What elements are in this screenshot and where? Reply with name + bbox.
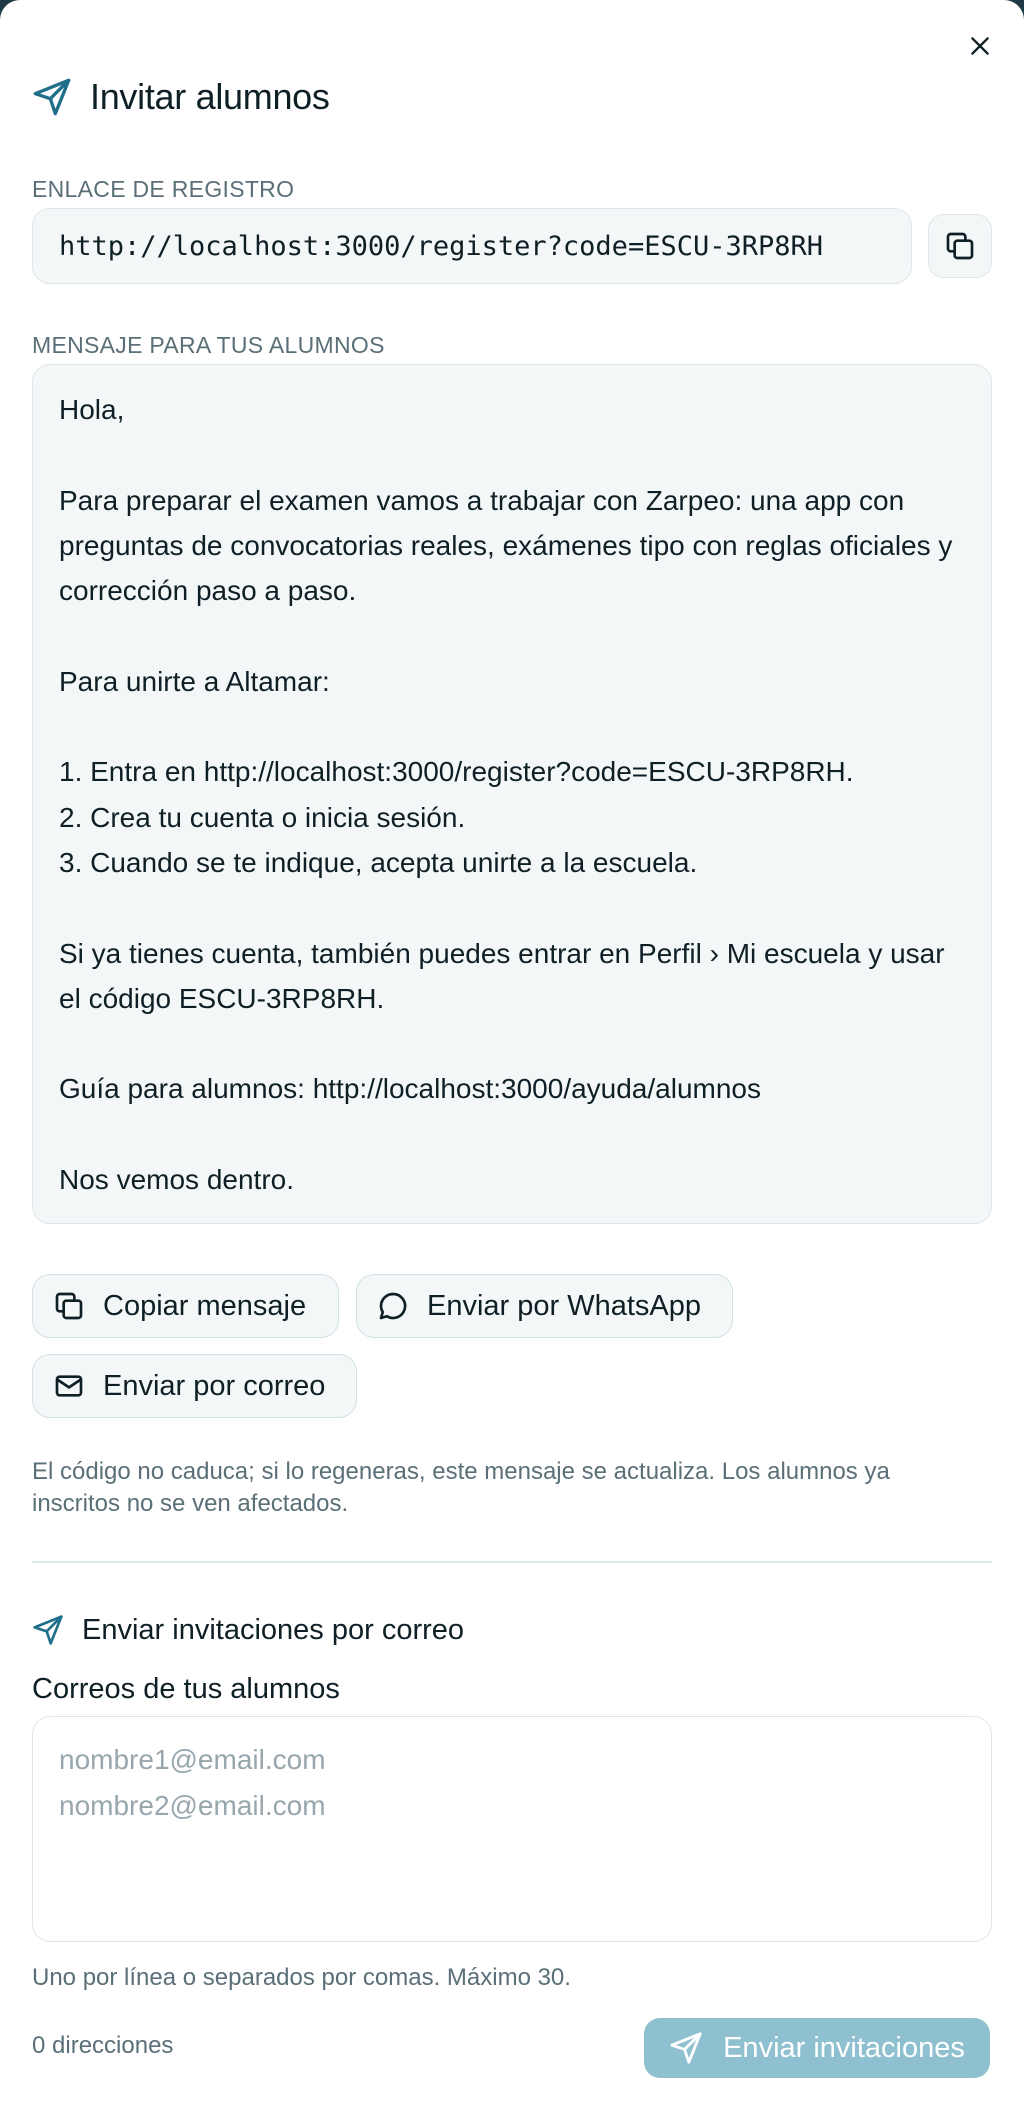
whatsapp-label: Enviar por WhatsApp <box>427 1289 702 1322</box>
copy-icon <box>53 1290 85 1322</box>
copy-icon <box>944 230 976 262</box>
send-icon <box>32 1614 64 1646</box>
address-count: 0 direcciones <box>32 2032 174 2059</box>
send-icon <box>32 77 72 117</box>
copy-link-button[interactable] <box>928 214 992 278</box>
send-icon <box>669 2031 703 2065</box>
section-divider <box>32 1561 992 1563</box>
copy-message-button[interactable] <box>32 1274 339 1338</box>
message-textarea[interactable]: Hola, Para preparar el examen vamos a trabajar con Zarpeo: una app con preguntas de convocatorias reales, exámenes tipo con reglas oficiales y corrección paso a paso. Para unirte a Altamar: 1. Entra en http://localhost:3000/register?code=ESCU-3RP8RH. 2. Crea tu cuenta o inicia sesión. 3. Cuando se te indique, acepta unirte a la escuela. Si ya tienes cuenta, también puedes entrar en Perfil › Mi escuela y usar el código ESCU-3RP8RH. Guía para alumnos: http://localhost:3000/ayuda/alumnos Nos vemos dentro. <box>32 364 992 1224</box>
whatsapp-button[interactable] <box>356 1274 733 1338</box>
email-invites-header <box>32 1610 464 1650</box>
message-label: MENSAJE PARA TUS ALUMNOS <box>32 332 385 358</box>
send-invitations-button[interactable] <box>644 2018 990 2078</box>
send-invitations-label: Enviar invitaciones <box>723 2031 965 2064</box>
registration-link-field[interactable]: http://localhost:3000/register?code=ESCU-3RP8RH <box>32 208 912 284</box>
modal-title: Invitar alumnos <box>90 76 330 117</box>
emails-hint: Uno por línea o separados por comas. Máximo 30. <box>32 1964 571 1991</box>
email-label: Enviar por correo <box>103 1369 326 1402</box>
copy-message-label: Copiar mensaje <box>103 1289 307 1322</box>
emails-field-label: Correos de tus alumnos <box>32 1673 340 1705</box>
code-note: El código no caduca; si lo regeneras, este mensaje se actualiza. Los alumnos ya inscritos no se ven afectados. <box>32 1458 890 1517</box>
modal-header <box>32 74 330 120</box>
emails-input[interactable] <box>32 1716 992 1942</box>
chat-bubble-icon <box>377 1290 409 1322</box>
close-button[interactable] <box>962 28 998 64</box>
mail-icon <box>53 1370 85 1402</box>
close-icon <box>967 33 993 59</box>
registration-link-label: ENLACE DE REGISTRO <box>32 176 295 202</box>
email-button[interactable] <box>32 1354 357 1418</box>
email-invites-title: Enviar invitaciones por correo <box>82 1613 465 1646</box>
